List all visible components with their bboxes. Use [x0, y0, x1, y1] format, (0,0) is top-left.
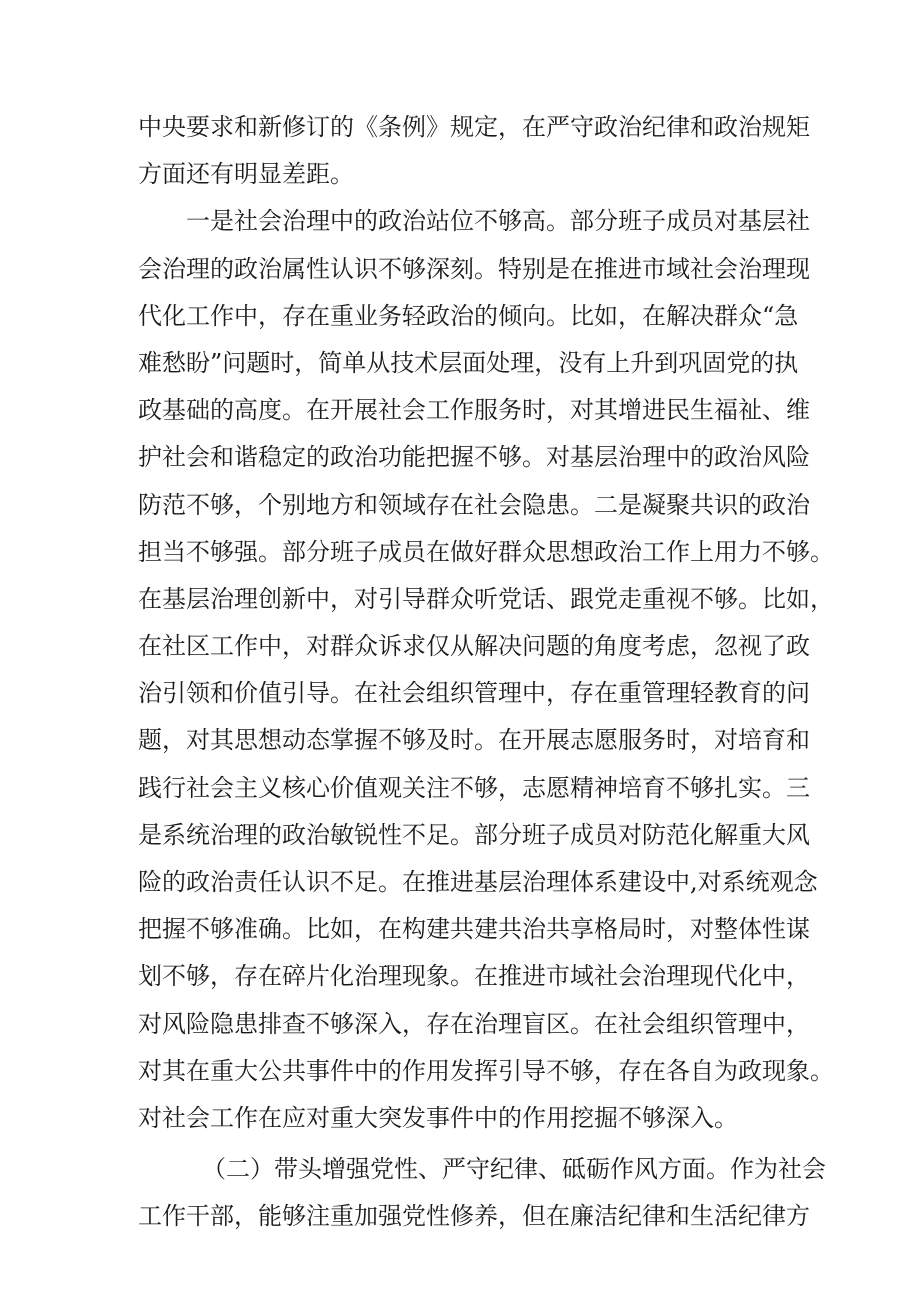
text-line: 对风险隐患排查不够深入，存在治理盲区。在社会组织管理中，: [138, 1009, 810, 1038]
text-line: 工作干部，能够注重加强党性修养，但在廉洁纪律和生活纪律方: [138, 1202, 810, 1231]
text-line: 代化工作中，存在重业务轻政治的倾向。比如，在解决群众“急: [138, 301, 799, 330]
text-line: 政基础的高度。在开展社会工作服务时，对其增进民生福祉、维: [138, 396, 810, 425]
text-line: 难愁盼”问题时，简单从技术层面处理，没有上升到巩固党的执: [138, 348, 799, 377]
text-line: 方面还有明显差距。: [138, 160, 354, 189]
text-line: 对其在重大公共事件中的作用发挥引导不够，存在各自为政现象。: [138, 1056, 834, 1085]
text-line: 中央要求和新修订的《条例》规定，在严守政治纪律和政治规矩: [138, 113, 810, 141]
text-line: 践行社会主义核心价值观关注不够，志愿精神培育不够扎实。三: [138, 773, 810, 802]
text-line: 险的政治责任认识不足。在推进基层治理体系建设中,对系统观念: [138, 868, 818, 896]
text-line: 担当不够强。部分班子成员在做好群众思想政治工作上用力不够。: [138, 537, 834, 566]
text-line: 一是社会治理中的政治站位不够高。部分班子成员对基层社: [186, 207, 810, 236]
text-line: 治引领和价值引导。在社会组织管理中，存在重管理轻教育的问: [138, 679, 810, 708]
text-line: 在基层治理创新中，对引导群众听党话、跟党走重视不够。比如，: [138, 584, 834, 613]
document-body: [138, 104, 834, 1241]
text-line: 划不够，存在碎片化治理现象。在推进市域社会治理现代化中，: [138, 962, 810, 991]
text-line: 会治理的政治属性认识不够深刻。特别是在推进市域社会治理现: [138, 254, 810, 283]
paragraph-section-two: [138, 1146, 826, 1240]
text-line: 在社区工作中，对群众诉求仅从解决问题的角度考虑，忽视了政: [138, 632, 810, 661]
text-line: 护社会和谐稳定的政治功能把握不够。对基层治理中的政治风险: [138, 443, 810, 472]
text-line: 把握不够准确。比如，在构建共建共治共享格局时，对整体性谋: [138, 915, 810, 944]
text-line: 题，对其思想动态掌握不够及时。在开展志愿服务时，对培育和: [138, 726, 810, 755]
text-line: 防范不够，个别地方和领域存在社会隐患。二是凝聚共识的政治: [138, 490, 810, 519]
section-heading-line: （二）带头增强党性、严守纪律、砥砺作风方面。作为社会: [202, 1155, 826, 1184]
text-line: 对社会工作在应对重大突发事件中的作用挖掘不够深入。: [138, 1103, 738, 1132]
text-line: 是系统治理的政治敏锐性不足。部分班子成员对防范化解重大风: [138, 820, 810, 849]
paragraph-item-one: [138, 198, 834, 1142]
paragraph-continuation: [138, 104, 810, 198]
